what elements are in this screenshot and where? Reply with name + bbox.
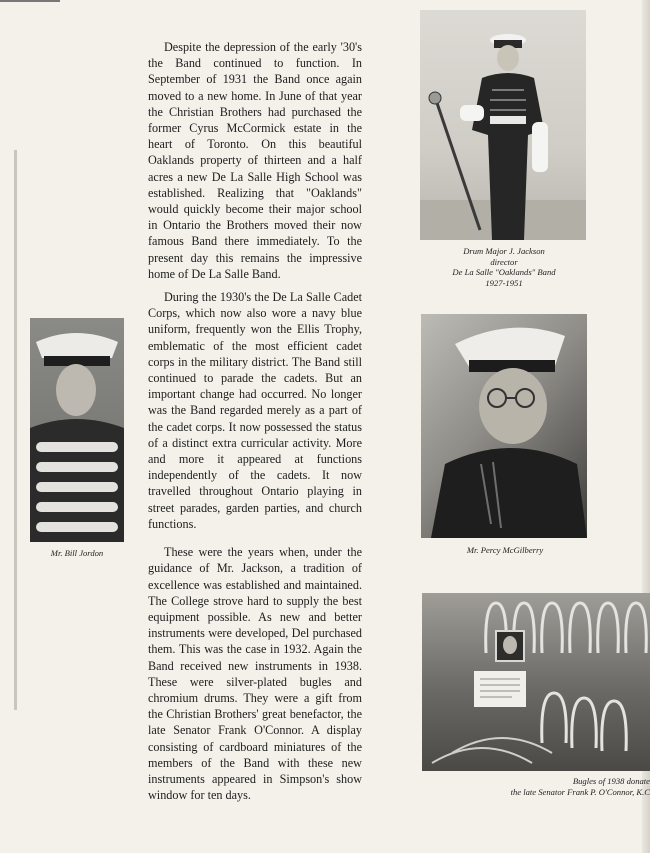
caption-line: Drum Major J. Jackson	[463, 246, 545, 256]
top-rule	[0, 0, 60, 2]
drum-major-figure	[420, 10, 586, 240]
page-spine-shadow	[14, 150, 17, 710]
percy-mcgilberry-photo	[421, 314, 587, 538]
caption-line: 1927-1951	[485, 277, 523, 288]
body-text-column	[148, 39, 362, 803]
paragraph-3: These were the years when, under the guidance of Mr. Jackson, a tradition of excellence was established and maintained. The College strove hard to supply the best equipment possible. As new and better instruments were developed, Del purchased them. This was the case in 1932. Again the Band received new instruments in 1938. These were silver-plated bugles and chromium drums. They were a gift from the Christian Brothers' great benefactor, the late Senator Frank O'Connor. A display consisting of cardboard miniatures of the members of the Band with these new instruments appeared in Simpson's show window for ten days.	[148, 545, 362, 803]
bugles-figure	[422, 593, 650, 771]
percy-figure	[421, 314, 587, 538]
bugles-photo	[422, 593, 650, 771]
bill-jordon-photo	[30, 318, 124, 542]
caption-line: director	[490, 256, 518, 267]
caption-line: De La Salle "Oaklands" Band	[452, 267, 556, 277]
percy-caption: Mr. Percy McGilberry	[466, 545, 544, 555]
drum-major-photo	[420, 10, 586, 240]
bill-jordon-caption: Mr. Bill Jordon	[50, 548, 104, 558]
bill-jordon-figure	[30, 318, 124, 542]
drum-major-caption	[434, 246, 574, 288]
caption-line: Bugles of 1938 donate	[572, 776, 650, 786]
bugles-caption	[462, 776, 650, 797]
paragraph-2: During the 1930's the De La Salle Cadet Corps, which now also wore a navy blue uniform, frequently won the Ellis Trophy, emblematic of the most efficient cadet corps in the military district. The Band still continued to parade the cadets. But an important change had occurred. No longer was the Band regarded merely as a part of the cadet corps. It now possessed the status of a distinct extra curricular activity. More and more it appeared at functions independently of the cadets. It now travelled throughout Ontario playing in street parades, garden parties, and church functions.	[148, 290, 362, 531]
caption-line: the late Senator Frank P. O'Connor, K.C	[510, 786, 650, 797]
paragraph-1: Despite the depression of the early '30's the Band continued to function. In September of 1931 the Band once again moved to a new home. In June of that year the Christian Brothers had purchased the former Cyrus McCormick estate in the heart of Toronto. On this beautiful Oaklands property of thirteen and a half acres a new De La Salle High School was established. Realizing that "Oaklands" would quickly become their major school in Ontario the Brothers moved their now famous Band there immediately. To the present day this remains the impressive home of De La Salle Band.	[148, 40, 362, 281]
